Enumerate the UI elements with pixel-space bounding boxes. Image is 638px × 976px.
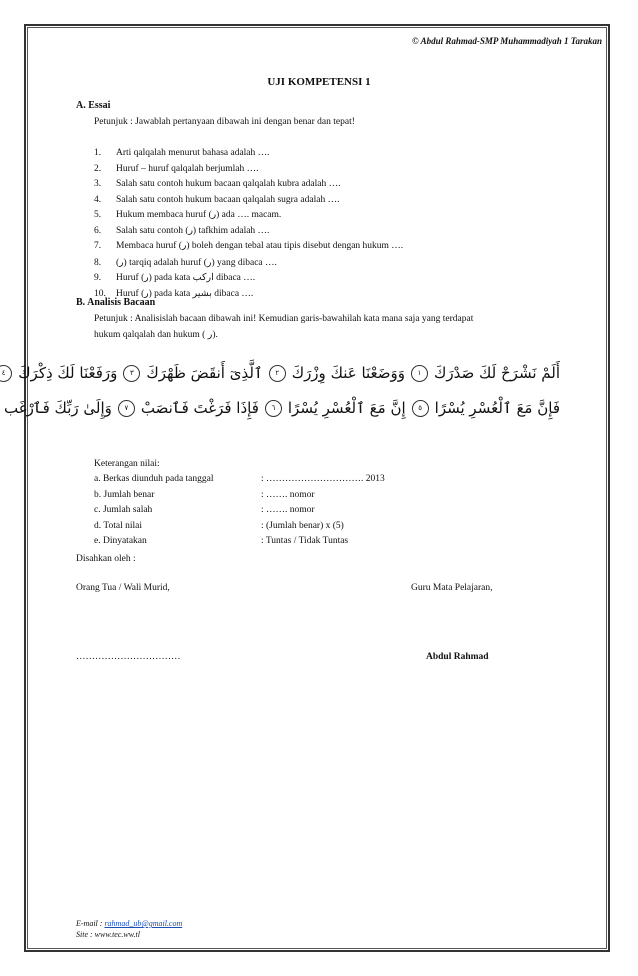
section-a-instruction: Petunjuk : Jawablah pertanyaan dibawah ini dengan benar dan tepat! (94, 117, 355, 127)
question-number: 1. (94, 148, 102, 158)
ayah-number-mark: ٥ (412, 400, 429, 417)
question-text-end: ) tarqiq adalah huruf (ر) yang dibaca …. (123, 257, 277, 268)
ayah-number-mark: ١ (411, 365, 428, 382)
question-arabic-letter: ر (144, 288, 149, 299)
ayah-text: وَإِلَىٰ رَبِّكَ فَٱرْغَب (4, 399, 112, 417)
parent-signature-line: …………………………… (76, 652, 181, 662)
keterangan-value: : …………………………. 2013 (261, 474, 385, 484)
ayah-number-mark: ٦ (265, 400, 282, 417)
question-text: Membaca huruf ( (116, 241, 182, 251)
question-text: Arti qalqalah menurut bahasa adalah …. (116, 148, 270, 158)
question-text: Hukum membaca huruf ( (116, 210, 212, 220)
question-text-end: ) tafkhim adalah …. (192, 225, 270, 236)
question-arabic-letter: ر (144, 273, 149, 283)
footer-site-label: Site : (76, 930, 95, 939)
question-item (94, 272, 255, 283)
keterangan-value: : ……. nomor (261, 489, 315, 500)
ayah-text: وَرَفَعْنَا لَكَ ذِكْرَكَ (18, 364, 118, 382)
section-b-heading: B. Analisis Bacaan (76, 297, 156, 308)
question-number: 4. (94, 194, 102, 205)
ayat-line-2 (0, 399, 560, 417)
ayah-text: فَإِذَا فَرَغْتَ فَٱنصَبْ (140, 399, 259, 417)
question-number: 5. (94, 210, 102, 220)
question-arabic-letter: ر (188, 225, 193, 236)
question-number: 3. (94, 179, 102, 189)
ayah-number-mark: ٢ (269, 365, 286, 382)
disahkan-label: Disahkan oleh : (76, 554, 136, 564)
footer-site (76, 930, 140, 939)
section-b-instruction-line1: Petunjuk : Analisislah bacaan dibawah ini! Kemudian garis-bawahilah kata mana saja yang terdapat (94, 314, 474, 324)
question-text-end: ) ada …. macam. (216, 210, 282, 220)
question-arabic-letter: ر (211, 210, 217, 220)
parent-role: Orang Tua / Wali Murid, (76, 583, 170, 593)
ayah-number-mark: ٧ (118, 400, 135, 417)
ayah-text: فَإِنَّ مَعَ ٱلْعُسْرِ يُسْرًا (434, 399, 560, 417)
keterangan-label: e. Dinyatakan (94, 536, 147, 546)
question-item (94, 210, 281, 220)
ayat-line-1 (0, 364, 560, 382)
keterangan-label: b. Jumlah benar (94, 489, 155, 500)
keterangan-label: d. Total nilai (94, 520, 142, 531)
question-text: Salah satu contoh hukum bacaan qalqalah kubra adalah …. (116, 179, 341, 189)
page-title: UJI KOMPETENSI 1 (267, 76, 371, 88)
header-note: © Abdul Rahmad-SMP Muhammadiyah 1 Tarakan (411, 36, 602, 46)
question-number: 10. (94, 288, 106, 299)
question-text-end: ) boleh dengan tebal atau tipis disebut dengan hukum …. (186, 241, 404, 251)
question-text: Huruf ( (116, 273, 145, 283)
question-text-end: ) pada kata بشير dibaca …. (148, 288, 254, 299)
keterangan-label: c. Jumlah salah (94, 505, 153, 515)
question-item (94, 148, 270, 158)
question-number: 9. (94, 273, 102, 283)
ayah-text: أَلَمْ نَشْرَحْ لَكَ صَدْرَكَ (434, 364, 560, 382)
teacher-role: Guru Mata Pelajaran, (411, 583, 493, 593)
question-item (94, 241, 403, 251)
question-text: Huruf ( (116, 288, 145, 299)
keterangan-value: : (Jumlah benar) x (5) (261, 520, 344, 531)
ayah-number-mark: ٤ (0, 365, 12, 382)
section-b-instruction-line2: hukum qalqalah dan hukum ( ر). (94, 330, 218, 340)
keterangan-heading: Keterangan nilai: (94, 459, 160, 469)
question-text: Salah satu contoh hukum bacaan qalqalah sugra adalah …. (116, 194, 340, 205)
section-a-heading: A. Essai (76, 100, 111, 111)
question-number: 6. (94, 225, 102, 236)
question-item (94, 195, 339, 205)
footer-site-value: www.tec.ww.tl (94, 930, 140, 939)
question-text: Huruf – huruf qalqalah berjumlah …. (116, 163, 259, 174)
ayah-text: ٱلَّذِىٓ أَنقَضَ ظَهْرَكَ (146, 364, 263, 382)
question-text: Salah satu contoh ( (116, 225, 189, 236)
question-item (94, 257, 277, 268)
question-number: 7. (94, 241, 102, 251)
question-number: 8. (94, 257, 102, 268)
question-text: ( (116, 257, 120, 268)
question-arabic-letter: ر (181, 241, 187, 251)
question-text-end: ) pada kata اركب dibaca …. (148, 273, 256, 283)
ayah-text: إِنَّ مَعَ ٱلْعُسْرِ يُسْرًا (287, 399, 406, 417)
ayah-text: وَوَضَعْنَا عَنكَ وِزْرَكَ (291, 364, 406, 382)
question-number: 2. (94, 163, 102, 174)
keterangan-value: : ……. nomor (261, 505, 315, 515)
footer-email (76, 919, 182, 928)
question-item (94, 179, 341, 189)
question-item (94, 226, 269, 236)
keterangan-value: : Tuntas / Tidak Tuntas (261, 536, 349, 546)
keterangan-label: a. Berkas diunduh pada tanggal (94, 474, 214, 484)
footer-email-link[interactable]: rahmad_ub@gmail.com (104, 919, 183, 928)
question-arabic-letter: ر (119, 257, 124, 268)
ayah-number-mark: ٣ (123, 365, 140, 382)
teacher-name: Abdul Rahmad (426, 652, 489, 662)
question-item (94, 164, 258, 174)
footer-email-label: E-mail : (76, 919, 105, 928)
